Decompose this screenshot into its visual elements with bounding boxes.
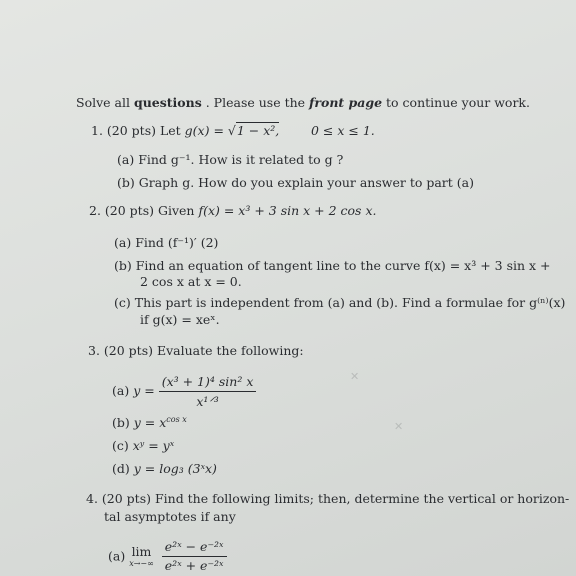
q2-c-text-line2: if g(x) = xeˣ. — [140, 312, 220, 327]
q3-part-b — [112, 414, 187, 430]
q4-a-limit — [129, 545, 154, 569]
q2-b-text-line1: Find an equation of tangent line to the curve f(x) = x³ + 3 sin x + — [135, 258, 551, 273]
q2-function: f(x) = x³ + 3 sin x + 2 cos x. — [198, 203, 377, 218]
show-through-mark: ✕ — [350, 370, 360, 383]
q3-number: 3. — [88, 343, 100, 358]
q3-part-d — [112, 463, 217, 476]
q2-part-a — [114, 237, 218, 250]
q2-part-b — [114, 260, 551, 273]
instructions-post: to continue your work. — [382, 95, 530, 110]
show-through-mark: ✕ — [394, 420, 404, 433]
q4-part-a — [108, 540, 227, 574]
q1-head: (20 pts) Let — [106, 123, 185, 138]
instructions-mid: . Please use the — [201, 95, 310, 110]
q2-header — [89, 205, 376, 218]
q2-number: 2. — [89, 203, 101, 218]
q3-part-c — [112, 440, 174, 453]
q2-a-text: Find (f⁻¹)′ (2) — [135, 235, 219, 250]
q3-c-text: xʸ = yˣ — [132, 438, 175, 453]
q1-part-b — [117, 177, 474, 190]
q4-a-fraction — [162, 540, 227, 574]
q3-a-numerator: (x³ + 1)⁴ sin² x — [159, 374, 257, 392]
q3-header — [88, 345, 304, 358]
q1-domain: 0 ≤ x ≤ 1. — [311, 123, 375, 138]
q2-head: (20 pts) Given — [104, 203, 199, 218]
q4-number: 4. — [86, 491, 98, 506]
q1-part-a — [117, 154, 343, 167]
q3-a-label: (a) — [112, 383, 130, 398]
q2-b-label: (b) — [114, 258, 132, 273]
q2-part-c — [114, 297, 565, 310]
q3-b-exponent: cos x — [166, 414, 187, 424]
q4-a-lim-word: lim — [131, 544, 152, 560]
q3-d-label: (d) — [112, 461, 130, 476]
q3-d-text: y = log₃ (3ˣx) — [133, 461, 217, 476]
q1-radicand: 1 − x², — [236, 123, 280, 138]
q4-header-line1 — [86, 493, 569, 506]
sqrt-symbol: √ — [227, 123, 236, 138]
q1-b-text: Graph g. How do you explain your answer to part (a) — [138, 175, 474, 190]
q4-a-lim-subscript: x→−∞ — [129, 559, 154, 569]
q2-c-text-line1: This part is independent from (a) and (b). Find a formulae for g⁽ⁿ⁾(x) — [134, 295, 566, 310]
q2-a-label: (a) — [114, 235, 132, 250]
q1-header — [91, 125, 279, 138]
q3-c-label: (c) — [112, 438, 129, 453]
q1-number: 1. — [91, 123, 103, 138]
instructions-front-page: front page — [309, 95, 383, 110]
q3-a-lhs: y = — [133, 383, 155, 398]
q4-a-label: (a) — [108, 548, 126, 564]
instructions — [76, 97, 530, 110]
q1-a-label: (a) — [117, 152, 135, 167]
q3-b-label: (b) — [112, 415, 130, 430]
q2-b-text-line2: 2 cos x at x = 0. — [140, 274, 242, 289]
q1-function: g(x) = — [184, 123, 228, 138]
instructions-pre: Solve all — [76, 95, 134, 110]
q4-a-denominator: e²ˣ + e⁻²ˣ — [164, 558, 224, 574]
q4-a-numerator: e²ˣ − e⁻²ˣ — [162, 540, 227, 557]
q3-a-fraction — [159, 374, 257, 409]
q3-head: (20 pts) Evaluate the following: — [103, 343, 304, 358]
q4-head-line1: (20 pts) Find the following limits; then, determine the vertical or horizon- — [101, 491, 570, 506]
q3-b-text: y = x — [133, 415, 167, 430]
q4-head-line2: tal asymptotes if any — [104, 509, 236, 524]
q2-c-label: (c) — [114, 295, 131, 310]
q1-b-label: (b) — [117, 175, 135, 190]
q3-part-a — [112, 374, 256, 409]
q3-a-denominator: x¹ᐟ³ — [196, 394, 219, 409]
q1-a-text: Find g⁻¹. How is it related to g ? — [138, 152, 344, 167]
instructions-bold: questions — [133, 95, 202, 110]
